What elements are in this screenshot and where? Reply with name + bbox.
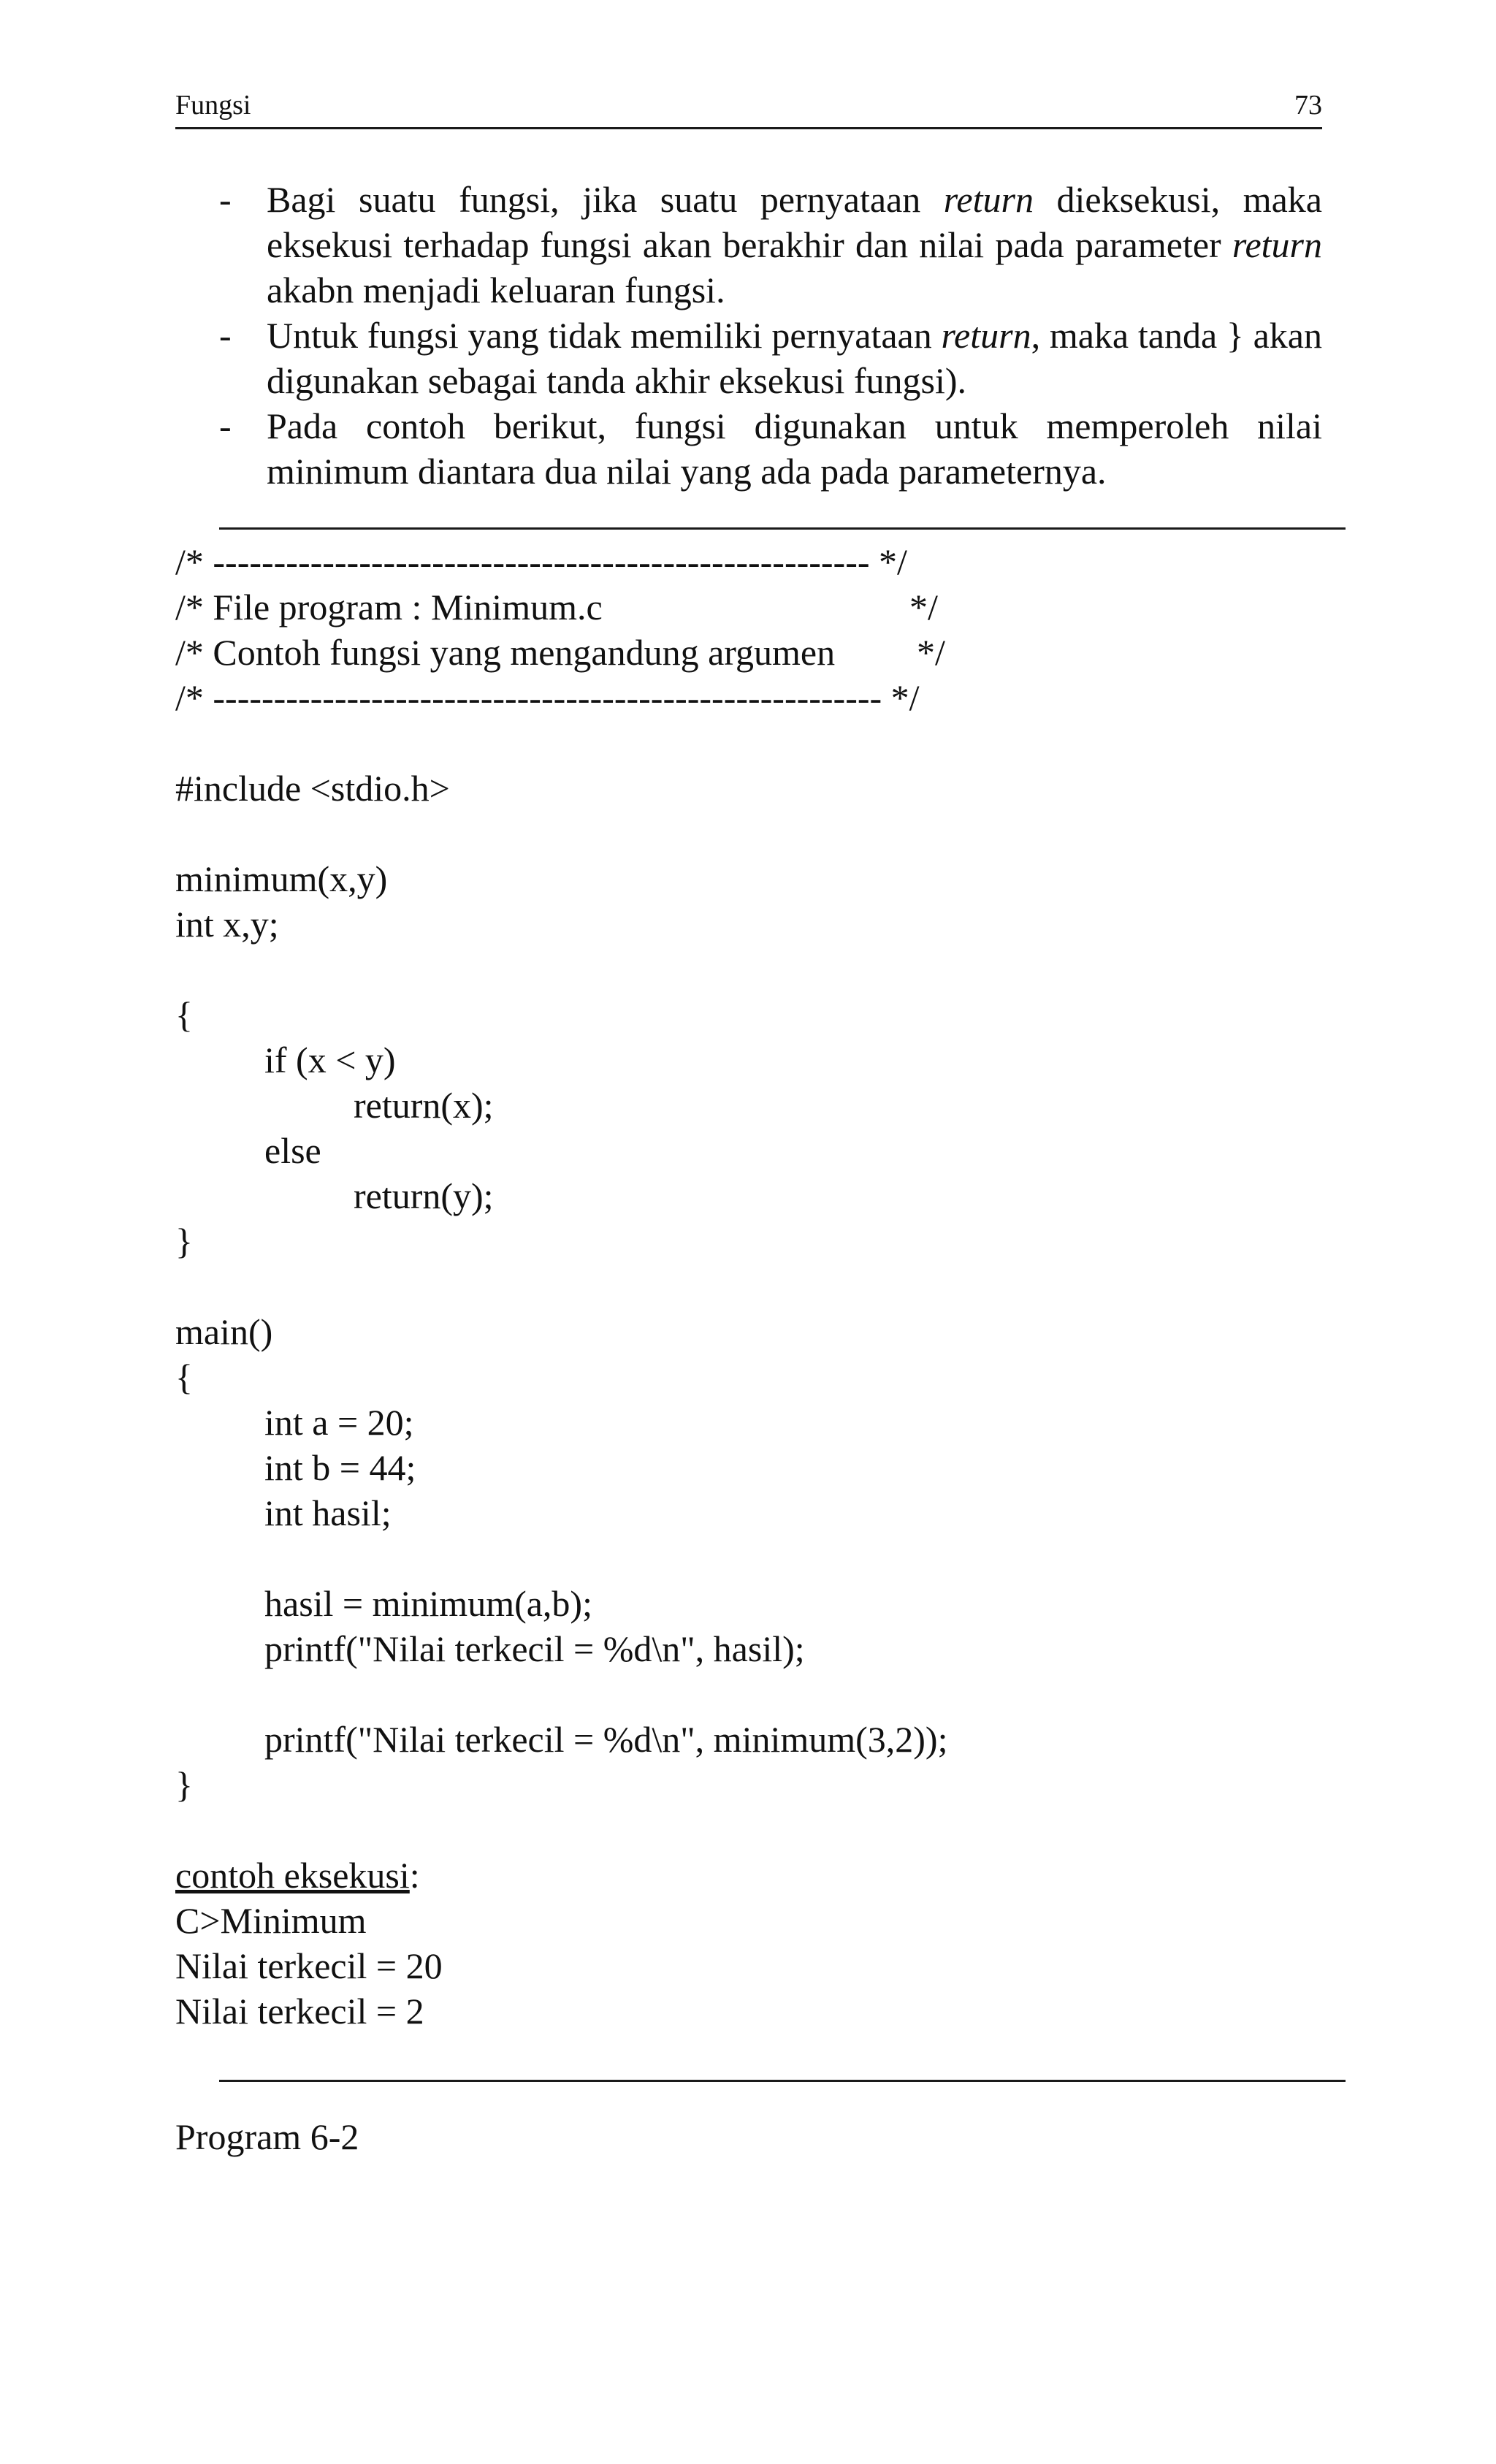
execution-output-line: Nilai terkecil = 20 [175, 1945, 443, 1986]
code-line: int b = 44; [264, 1447, 416, 1488]
code-line: int x,y; [175, 904, 279, 945]
execution-label: contoh eksekusi [175, 1855, 410, 1896]
bullet-item [219, 403, 1322, 494]
bullet-dash: - [219, 179, 232, 220]
italic-keyword: return [1232, 224, 1322, 265]
execution-output-line: Nilai terkecil = 2 [175, 1991, 424, 2032]
code-blank-line [175, 1807, 1344, 1853]
code-line: printf("Nilai terkecil = %d\n", minimum(3,2)); [264, 1719, 948, 1760]
code-blank-line [175, 947, 1344, 992]
code-line: return(x); [354, 1085, 494, 1126]
code-blank-line [175, 811, 1344, 856]
execution-output-line: C>Minimum [175, 1900, 367, 1941]
code-comment-line: /* Contoh fungsi yang mengandung argumen */ [175, 632, 945, 673]
execution-heading: contoh eksekusi: [175, 1855, 420, 1896]
page-number: 73 [1294, 90, 1322, 121]
code-line: } [175, 1764, 193, 1805]
bullet-text: dieksekusi, maka eksekusi terhadap fungsi akan berakhir dan nilai pada parameter [267, 179, 1322, 265]
program-bottom-rule [219, 2080, 1346, 2082]
bullet-dash: - [219, 315, 232, 356]
bullet-item [219, 177, 1322, 313]
program-caption: Program 6-2 [175, 2116, 359, 2157]
program-top-rule [219, 527, 1346, 530]
code-blank-line [175, 1671, 1344, 1717]
code-line: printf("Nilai terkecil = %d\n", hasil); [264, 1628, 805, 1669]
bullet-text: Untuk fungsi yang tidak memiliki pernyataan [267, 315, 942, 356]
code-line: minimum(x,y) [175, 858, 388, 899]
bullet-item [219, 313, 1322, 403]
bullet-text: , maka tanda } akan digunakan sebagai tanda akhir eksekusi fungsi). [267, 315, 1322, 401]
code-line: main() [175, 1311, 273, 1352]
running-title: Fungsi [175, 90, 251, 121]
code-comment-line: /* ------------------------------------------------------ */ [175, 541, 907, 582]
code-line: { [175, 1357, 193, 1397]
bullet-text: Bagi suatu fungsi, jika suatu pernyataan [267, 179, 944, 220]
code-line: hasil = minimum(a,b); [264, 1583, 592, 1624]
code-line: } [175, 1221, 193, 1262]
code-comment-line: /* File program : Minimum.c */ [175, 587, 938, 628]
italic-keyword: return [943, 179, 1034, 220]
bullet-dash: - [219, 405, 232, 446]
code-line: else [264, 1130, 321, 1171]
italic-keyword: return [941, 315, 1031, 356]
code-line: return(y); [354, 1175, 494, 1216]
code-blank-line [175, 1264, 1344, 1309]
program-listing [175, 539, 1344, 2034]
bullet-text: akabn menjadi keluaran fungsi. [267, 270, 725, 310]
code-blank-line [175, 1536, 1344, 1581]
code-line: int hasil; [264, 1492, 392, 1533]
bullet-list [219, 177, 1322, 494]
code-comment-line: /* ------------------------------------------------------- */ [175, 677, 920, 718]
code-blank-line [175, 720, 1344, 766]
code-line: if (x < y) [264, 1040, 396, 1080]
page-header [175, 79, 1322, 129]
code-line: #include <stdio.h> [175, 768, 450, 809]
code-line: int a = 20; [264, 1402, 414, 1443]
bullet-text: Pada contoh berikut, fungsi digunakan untuk memperoleh nilai minimum diantara dua nilai yang ada pada parameternya. [267, 405, 1322, 492]
code-line: { [175, 994, 193, 1035]
